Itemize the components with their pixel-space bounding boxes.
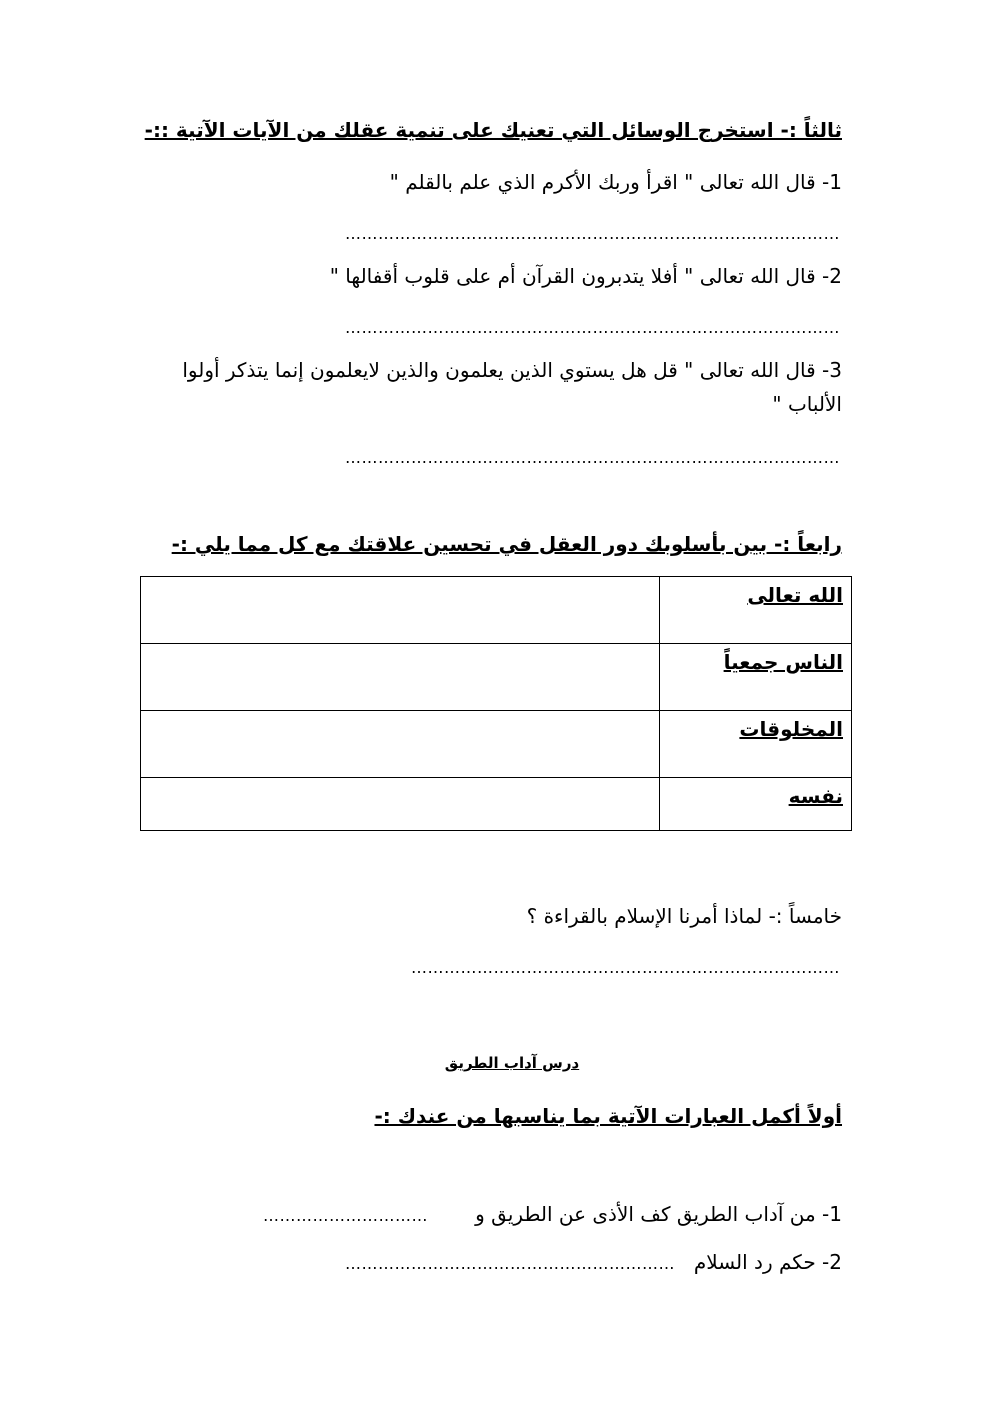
fill-item-1-blank[interactable]: ………………………… bbox=[263, 1206, 428, 1225]
table-row bbox=[141, 711, 852, 778]
relationship-table bbox=[140, 576, 852, 831]
section3-question-3-line1: 3- قال الله تعالى " قل هل يستوي الذين يعلمون والذين لايعلمون إنما يتذكر أولوا bbox=[182, 358, 842, 382]
section3-heading: ثالثاً :- استخرج الوسائل التي تعنيك على تنمية عقلك من الآيات الآتية ::- bbox=[144, 118, 842, 142]
row-label-people: الناس جمعياً bbox=[660, 644, 852, 711]
part1-heading: أولاً أكمل العبارات الآتية بما يناسبها من عندك :- bbox=[374, 1104, 842, 1128]
answer-line-1[interactable]: ……………………………………………………………………………… bbox=[345, 224, 840, 243]
row-answer-creatures[interactable] bbox=[141, 711, 660, 778]
answer-line-5[interactable]: …………………………………………………………………… bbox=[411, 958, 840, 977]
row-label-god: الله تعالى bbox=[660, 577, 852, 644]
row-answer-self[interactable] bbox=[141, 778, 660, 831]
fill-item-2-blank[interactable]: …………………………………………………… bbox=[345, 1254, 675, 1273]
section3-question-2: 2- قال الله تعالى " أفلا يتدبرون القرآن أم على قلوب أقفالها " bbox=[329, 264, 842, 288]
fill-item-1: 1- من آداب الطريق كف الأذى عن الطريق و bbox=[475, 1202, 842, 1226]
row-label-self: نفسه bbox=[660, 778, 852, 831]
section4-heading: رابعاً :- بين بأسلوبك دور العقل في تحسين علاقتك مع كل مما يلي :- bbox=[171, 532, 842, 556]
answer-line-2[interactable]: ……………………………………………………………………………… bbox=[345, 318, 840, 337]
row-answer-people[interactable] bbox=[141, 644, 660, 711]
fill-item-2: 2- حكم رد السلام bbox=[693, 1250, 842, 1274]
table-row bbox=[141, 644, 852, 711]
section3-question-3-line2: الألباب " bbox=[772, 392, 842, 416]
table-row bbox=[141, 778, 852, 831]
lesson-title: درس آداب الطريق bbox=[444, 1054, 580, 1072]
section5-question: خامساً :- لماذا أمرنا الإسلام بالقراءة ؟ bbox=[526, 904, 842, 928]
table-row bbox=[141, 577, 852, 644]
answer-line-3[interactable]: ……………………………………………………………………………… bbox=[345, 448, 840, 467]
section3-question-1: 1- قال الله تعالى " اقرأ وربك الأكرم الذي علم بالقلم " bbox=[389, 170, 842, 194]
row-answer-god[interactable] bbox=[141, 577, 660, 644]
row-label-creatures: المخلوقات bbox=[660, 711, 852, 778]
